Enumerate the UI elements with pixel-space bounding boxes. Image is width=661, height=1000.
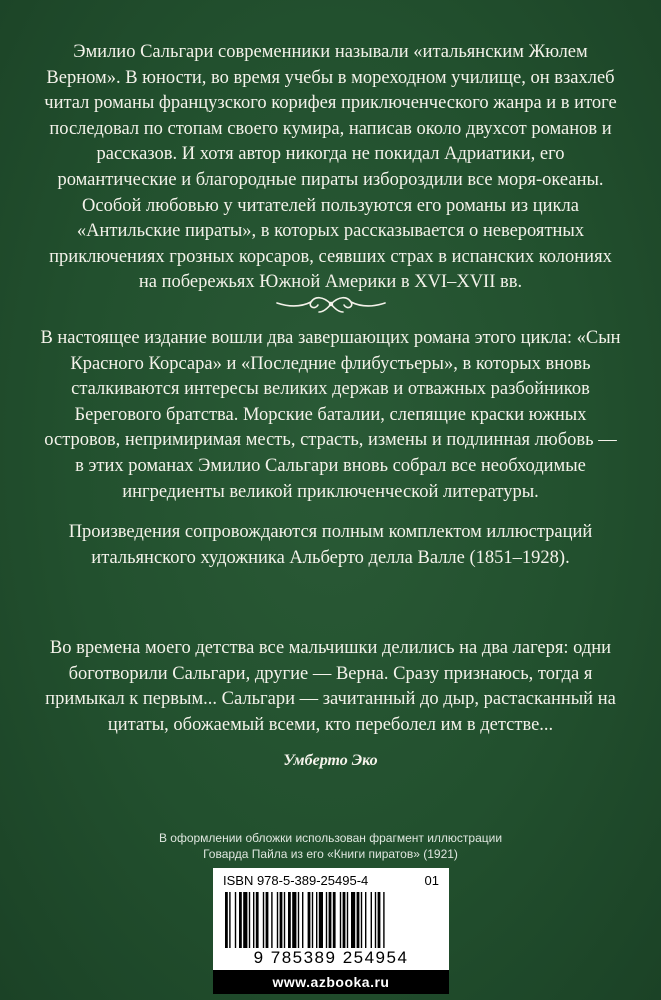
barcode-bar — [266, 892, 269, 948]
barcode-icon — [225, 892, 437, 948]
barcode-bar — [302, 892, 303, 948]
barcode-block — [213, 868, 449, 970]
isbn-number: ISBN 978-5-389-25495-4 — [223, 873, 369, 888]
barcode-bar — [378, 892, 381, 948]
barcode-bar — [263, 892, 264, 948]
barcode-bar — [292, 892, 296, 948]
barcode-bar — [225, 892, 228, 948]
blurb-paragraph-2: В настоящее издание вошли два завершающих романа этого цикла: «Сын Красного Корсара» и «Последние флибустьеры», в которых вновь сталкиваются интересы великих держав и отважных разбойников Берегового братства. Морские баталии, слепящие краски южных островов, непримиримая месть, страсть, измены и подлинная любовь — в этих романах Эмилио Сальгари вновь собрал все необходимые ингредиенты великой приключенческой литературы. — [40, 328, 621, 502]
cover-credit-line-1: В оформлении обложки использован фрагмент иллюстрации — [158, 831, 503, 845]
barcode-bar — [277, 892, 278, 948]
ornament-divider-icon — [271, 293, 391, 315]
barcode-bar — [229, 892, 230, 948]
barcode-bar — [280, 892, 283, 948]
barcode-bar — [249, 892, 250, 948]
barcode-bar — [361, 892, 362, 948]
barcode-bar — [235, 892, 236, 948]
barcode-bar — [271, 892, 272, 948]
barcode-bar — [256, 892, 259, 948]
barcode-bar — [298, 892, 299, 948]
quote-author: Умберто Эко — [283, 752, 378, 769]
barcode-bar — [329, 892, 332, 948]
ean-digits: 9 785389 254954 — [253, 948, 409, 967]
barcode-bar — [371, 892, 372, 948]
quote-text: Во времена моего детства все мальчишки делились на два лагеря: одни боготворили Сальгари, другие — Верна. Сразу признаюсь, тогда я примыкал к первым... Сальгари — зачитанный до дыр, растасканный на цитаты, обожаемый всеми, кто переболел им в детстве... — [45, 638, 616, 735]
barcode-bar — [365, 892, 366, 948]
barcode-bar — [326, 892, 327, 948]
barcode-bar — [319, 892, 323, 948]
blurb-paragraph-1: Эмилио Сальгари современники называли «итальянским Жюлем Верном». В юности, во время учебы в мореходном училище, он взахлеб читал романы французского корифея приключенческого жанра и в итоге последовал по стопам своего кумира, написав около двухсот романов и рассказов. И хотя автор никогда не покидал Адриатики, его романтические и благородные пираты избороздили все моря-океаны. Особой любовью у читателей пользуются его романы из цикла «Антильские пираты», в которых рассказывается о невероятных приключениях грозных корсаров, сеявших страх в испанских колониях на побережьях Южной Америки в XVI–XVII вв. — [44, 42, 617, 293]
publisher-website: www.azbooka.ru — [213, 970, 449, 994]
barcode-bar — [316, 892, 317, 948]
barcode-bar — [343, 892, 346, 948]
barcode-bar — [351, 892, 355, 948]
cover-credit-line-2: Говарда Пайла из его «Книги пиратов» (1921) — [203, 847, 458, 861]
barcode-bar — [253, 892, 254, 948]
barcode-bar — [347, 892, 348, 948]
blurb-paragraph-3: Произведения сопровождаются полным комплектом иллюстраций итальянского художника Альберто делла Валле (1851–1928). — [68, 522, 593, 568]
barcode-bar — [243, 892, 247, 948]
barcode-bar — [333, 892, 336, 948]
barcode-bar — [357, 892, 360, 948]
barcode-bar — [383, 892, 384, 948]
cover-credit — [60, 830, 601, 862]
isbn-addon: 01 — [424, 873, 439, 888]
barcode-bar — [375, 892, 376, 948]
barcode-bar — [312, 892, 313, 948]
barcode-bar — [288, 892, 291, 948]
barcode-bar — [284, 892, 285, 948]
barcode-bar — [340, 892, 341, 948]
barcode-bar — [308, 892, 311, 948]
barcode-bar — [239, 892, 242, 948]
